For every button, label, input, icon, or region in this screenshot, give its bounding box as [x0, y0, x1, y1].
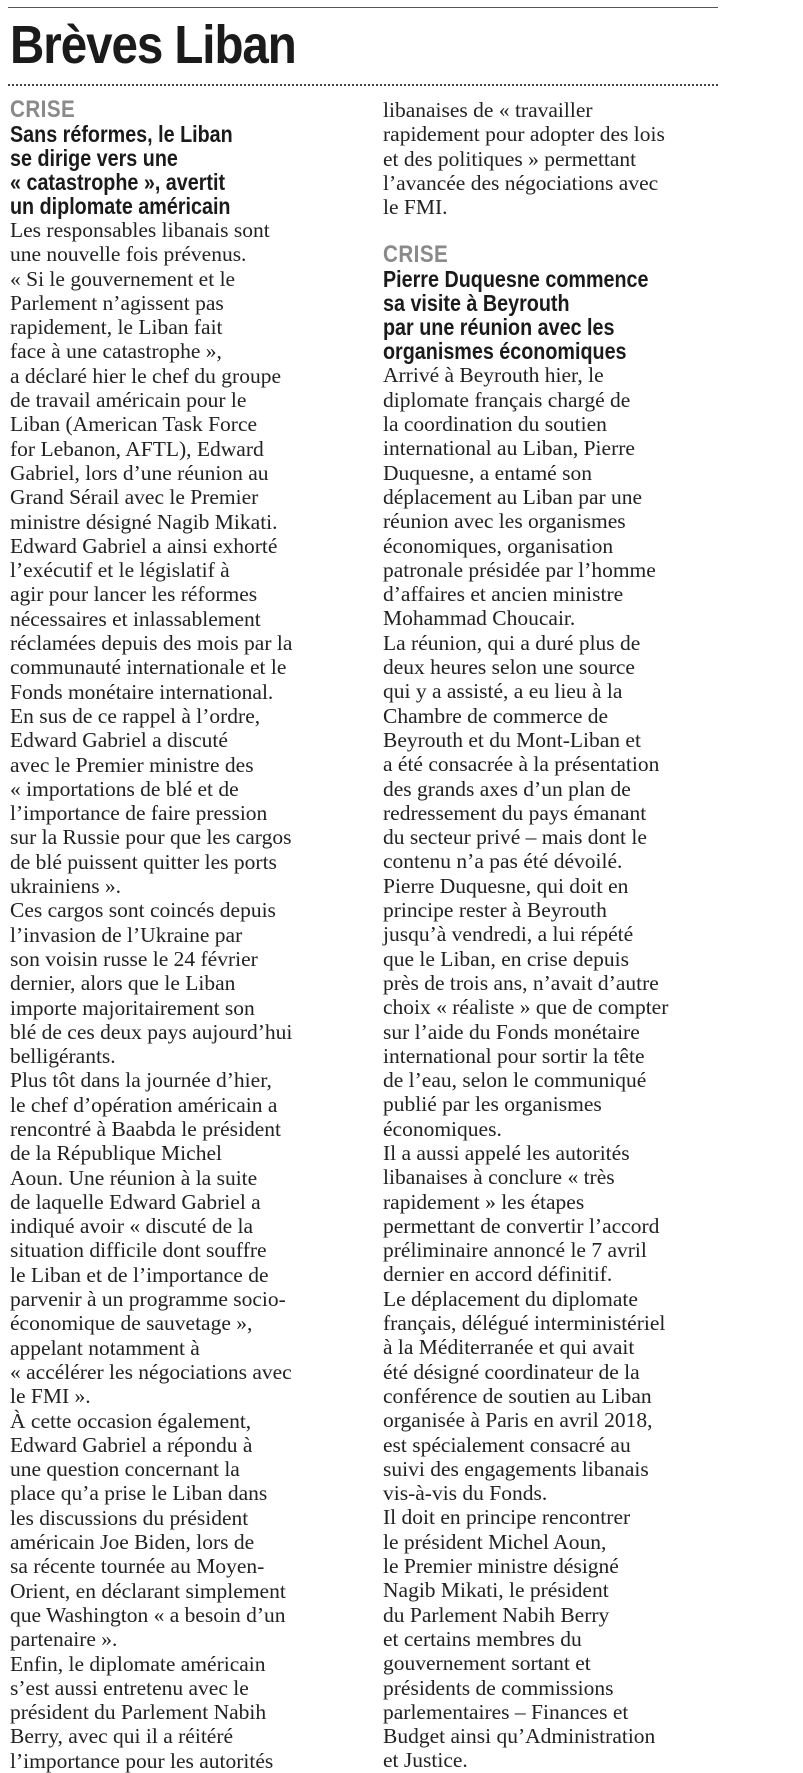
body-line: le FMI. [383, 195, 448, 220]
article-1-body [10, 218, 355, 1773]
body-line: rapidement, le Liban fait [10, 315, 223, 340]
body-line: patronale présidée par l’homme [383, 557, 656, 582]
body-line: la coordination du soutien [383, 412, 607, 437]
body-line: jusqu’à vendredi, a lui répété [383, 922, 634, 947]
body-line: sur la Russie pour que les cargos [10, 825, 292, 850]
body-line: Aoun. Une réunion à la suite [10, 1165, 258, 1190]
body-line: l’avancée des négociations avec [383, 170, 659, 195]
body-line: de la République Michel [10, 1141, 222, 1166]
body-line: Budget ainsi qu’Administration [383, 1724, 656, 1749]
body-line: Chambre de commerce de [383, 703, 609, 728]
body-line: Fonds monétaire international. [10, 679, 274, 704]
body-line: libanaises à conclure « très [383, 1165, 615, 1190]
body-line: Il doit en principe rencontrer [383, 1505, 631, 1530]
body-line: que le Liban, en crise depuis [383, 946, 629, 971]
body-line: l’exécutif et le législatif à [10, 558, 230, 583]
body-line: une nouvelle fois prévenus. [10, 242, 247, 267]
body-line: indiqué avoir « discuté de la [10, 1214, 253, 1239]
body-line: rapidement » les étapes [383, 1189, 585, 1214]
article-2-kicker: CRISE [383, 241, 449, 269]
body-line: En sus de ce rappel à l’ordre, [10, 703, 261, 728]
body-line: économiques. [383, 1116, 502, 1141]
body-line: déplacement au Liban par une [383, 484, 643, 509]
body-line: le Premier ministre désigné [383, 1554, 619, 1579]
body-line: Berry, avec qui il a réitéré [10, 1724, 234, 1749]
body-line: Il a aussi appelé les autorités [383, 1140, 630, 1165]
body-line: Grand Sérail avec le Premier [10, 485, 259, 510]
body-line: français, délégué interministériel [383, 1311, 666, 1336]
body-line: que Washington « a besoin d’un [10, 1602, 286, 1627]
body-line: redressement du pays émanant [383, 800, 647, 825]
body-line: les discussions du président [10, 1505, 249, 1530]
body-line: le président Michel Aoun, [383, 1529, 607, 1554]
body-line: Duquesne, a entamé son [383, 460, 592, 485]
body-line: le Liban et de l’importance de [10, 1262, 269, 1287]
body-line: belligérants. [10, 1044, 116, 1069]
body-line: préliminaire annoncé le 7 avril [383, 1238, 647, 1263]
body-line: américain Joe Biden, lors de [10, 1530, 255, 1555]
body-line: principe rester à Beyrouth [383, 898, 607, 923]
body-line: rapidement pour adopter des lois [383, 122, 665, 147]
headline-line: un diplomate américain [10, 193, 231, 219]
body-line: Edward Gabriel a ainsi exhorté [10, 533, 278, 558]
article-2 [383, 243, 728, 1772]
body-line: sur l’aide du Fonds monétaire [383, 1019, 640, 1044]
body-line: une question concernant la [10, 1457, 240, 1482]
headline-line: se dirige vers une [10, 145, 178, 171]
body-line: international pour sortir la tête [383, 1043, 645, 1068]
column-left [10, 98, 355, 1773]
body-line: du secteur privé – mais dont le [383, 825, 647, 850]
body-line: Parlement n’agissent pas [10, 290, 224, 315]
body-line: du Parlement Nabih Berry [383, 1602, 610, 1627]
body-line: face à une catastrophe », [10, 339, 222, 364]
body-line: de laquelle Edward Gabriel a [10, 1189, 261, 1214]
body-line: présidents de commissions [383, 1675, 614, 1700]
body-line: organisée à Paris en avril 2018, [383, 1408, 653, 1433]
body-line: de blé puissent quitter les ports [10, 849, 277, 874]
body-line: Gabriel, lors d’une réunion au [10, 460, 269, 485]
top-rule [8, 7, 718, 8]
body-line: ukrainiens ». [10, 874, 122, 899]
body-line: son voisin russe le 24 février [10, 946, 258, 971]
body-line: Enfin, le diplomate américain [10, 1651, 266, 1676]
body-line: communauté internationale et le [10, 655, 287, 680]
headline-line: Sans réformes, le Liban [10, 121, 233, 147]
body-line: ministre désigné Nagib Mikati. [10, 509, 278, 534]
body-line: de l’eau, selon le communiqué [383, 1068, 647, 1093]
body-line: La réunion, qui a duré plus de [383, 630, 641, 655]
body-line: l’invasion de l’Ukraine par [10, 922, 243, 947]
body-line: Edward Gabriel a répondu à [10, 1432, 253, 1457]
body-line: rencontré à Baabda le président [10, 1116, 282, 1141]
body-line: à la Méditerranée et qui avait [383, 1335, 635, 1360]
body-line: économiques, organisation [383, 533, 614, 558]
body-line: « accélérer les négociations avec [10, 1359, 292, 1384]
body-line: blé de ces deux pays aujourd’hui [10, 1019, 293, 1044]
body-line: publié par les organismes [383, 1092, 602, 1117]
body-line: réunion avec les organismes [383, 509, 626, 534]
body-line: diplomate français chargé de [383, 387, 631, 412]
body-line: for Lebanon, AFTL), Edward [10, 436, 264, 461]
article-1-kicker: CRISE [10, 96, 76, 123]
body-line: Nagib Mikati, le président [383, 1578, 609, 1603]
body-line: est spécialement consacré au [383, 1432, 631, 1457]
body-line: Arrivé à Beyrouth hier, le [383, 363, 604, 388]
body-line: le FMI ». [10, 1384, 91, 1409]
column-right [383, 98, 728, 1773]
body-line: Mohammad Choucair. [383, 606, 576, 631]
article-1-headline [10, 122, 355, 218]
body-line: près de trois ans, n’avait d’autre [383, 970, 659, 995]
body-line: et des politiques » permettant [383, 146, 637, 171]
body-line: parlementaires – Finances et [383, 1699, 629, 1724]
article-separator [383, 219, 728, 243]
article-2-headline [383, 267, 728, 363]
body-line: deux heures selon une source [383, 655, 635, 680]
body-line: permettant de convertir l’accord [383, 1213, 660, 1238]
body-line: conférence de soutien au Liban [383, 1383, 652, 1408]
body-line: président du Parlement Nabih [10, 1700, 267, 1725]
headline-line: par une réunion avec les [383, 314, 615, 341]
body-line: de travail américain pour le [10, 388, 247, 413]
body-line: appelant notamment à [10, 1335, 200, 1360]
body-line: nécessaires et inlassablement [10, 606, 261, 631]
body-line: le chef d’opération américain a [10, 1092, 278, 1117]
article-2-body [383, 363, 728, 1772]
body-line: sa récente tournée au Moyen- [10, 1554, 265, 1579]
body-line: place qu’a prise le Liban dans [10, 1481, 268, 1506]
body-line: Ces cargos sont coincés depuis [10, 898, 276, 923]
body-line: et certains membres du [383, 1626, 582, 1651]
body-line: suivi des engagements libanais [383, 1456, 649, 1481]
body-line: qui y a assisté, a eu lieu à la [383, 679, 623, 704]
body-line: avec le Premier ministre des [10, 752, 254, 777]
body-line: Liban (American Task Force [10, 412, 258, 437]
body-line: parvenir à un programme socio- [10, 1287, 286, 1312]
body-line: Edward Gabriel a discuté [10, 728, 228, 753]
body-line: partenaire ». [10, 1627, 118, 1652]
page-title: Brèves Liban [10, 15, 296, 75]
body-line: importe majoritairement son [10, 995, 255, 1020]
body-line: libanaises de « travailler [383, 98, 593, 122]
body-line: « Si le gouvernement et le [10, 266, 236, 291]
body-line: des grands axes d’un plan de [383, 776, 631, 801]
body-line: a été consacrée à la présentation [383, 752, 660, 777]
body-line: Beyrouth et du Mont-Liban et [383, 727, 641, 752]
body-line: et Justice. [383, 1748, 468, 1773]
body-line: À cette occasion également, [10, 1408, 252, 1433]
body-line: réclamées depuis des mois par la [10, 631, 293, 656]
body-line: Plus tôt dans la journée d’hier, [10, 1068, 272, 1093]
headline-line: « catastrophe », avertit [10, 169, 226, 195]
body-line: s’est aussi entretenu avec le [10, 1675, 249, 1700]
body-line: agir pour lancer les réformes [10, 582, 258, 607]
body-line: vis-à-vis du Fonds. [383, 1481, 548, 1506]
headline-line: organismes économiques [383, 338, 627, 365]
body-line: gouvernement sortant et [383, 1651, 591, 1676]
body-line: été désigné coordinateur de la [383, 1359, 640, 1384]
body-line: choix « réaliste » que de compter [383, 995, 669, 1020]
body-line: situation difficile dont souffre [10, 1238, 267, 1263]
headline-line: sa visite à Beyrouth [383, 290, 570, 317]
article-1 [10, 98, 355, 1773]
body-line: Les responsables libanais sont [10, 218, 270, 242]
body-line: économique de sauvetage », [10, 1311, 253, 1336]
body-line: dernier en accord définitif. [383, 1262, 613, 1287]
headline-line: Pierre Duquesne commence [383, 266, 649, 293]
body-line: dernier, alors que le Liban [10, 971, 236, 996]
body-line: l’importance de faire pression [10, 801, 268, 826]
body-line: Pierre Duquesne, qui doit en [383, 873, 629, 898]
body-line: international au Liban, Pierre [383, 436, 635, 461]
body-line: contenu n’a pas été dévoilé. [383, 849, 623, 874]
body-line: Le déplacement du diplomate [383, 1286, 638, 1311]
body-line: Orient, en déclarant simplement [10, 1578, 286, 1603]
title-dotted-rule [8, 84, 718, 86]
article-1-body-continued [383, 98, 728, 219]
body-line: « importations de blé et de [10, 776, 239, 801]
body-line: a déclaré hier le chef du groupe [10, 363, 281, 388]
body-line: d’affaires et ancien ministre [383, 582, 624, 607]
body-line: l’importance pour les autorités [10, 1748, 274, 1773]
